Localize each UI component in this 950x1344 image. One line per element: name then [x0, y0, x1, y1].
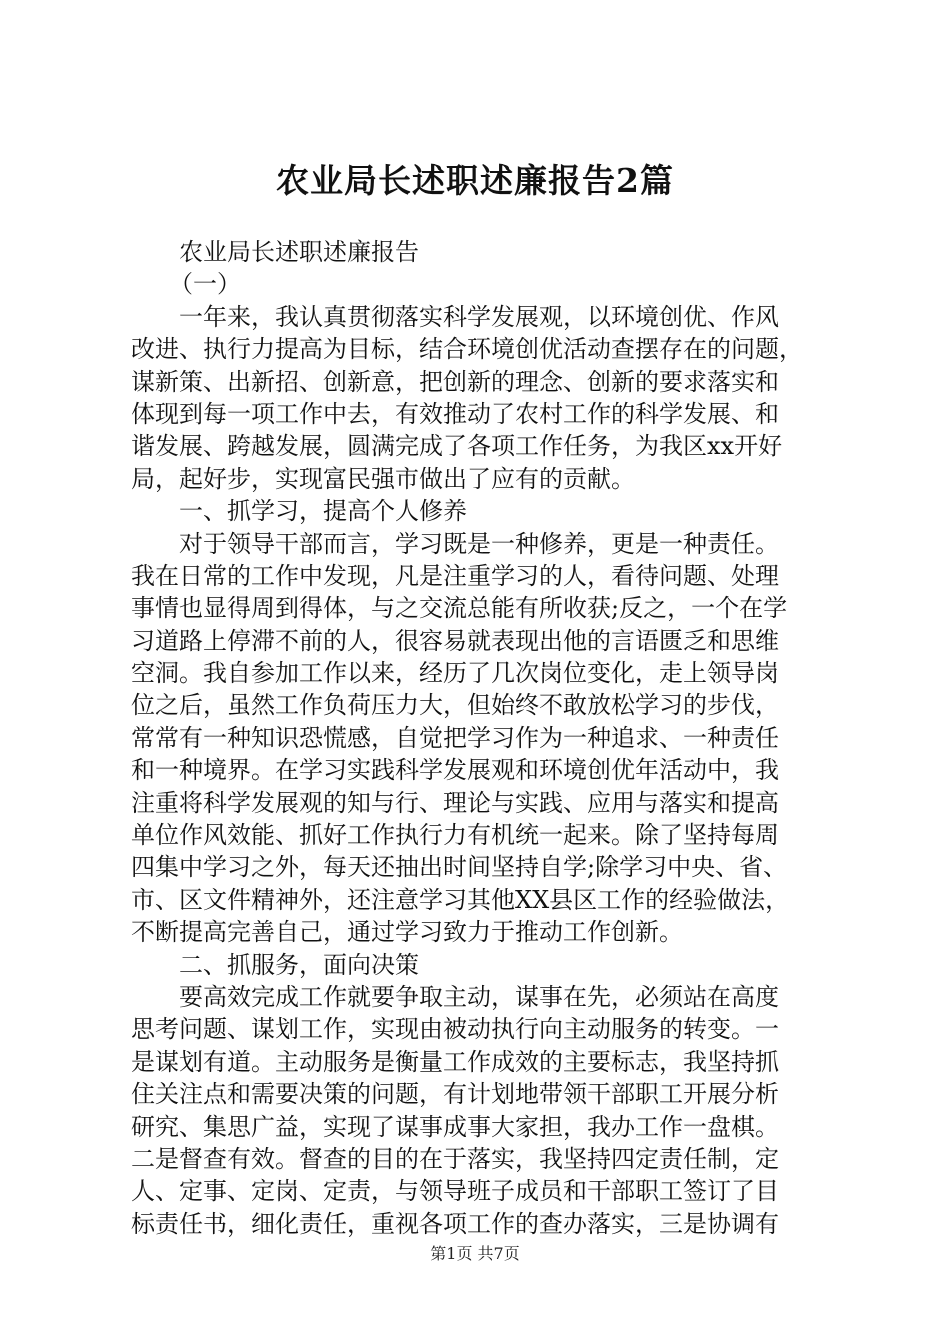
text-line: 标责任书，细化责任，重视各项工作的查办落实，三是协调有	[131, 1209, 779, 1238]
text-line: 我在日常的工作中发现，凡是注重学习的人，看待问题、处理	[131, 561, 779, 590]
document-title: 农业局长述职述廉报告2篇	[276, 161, 674, 200]
text-line: 要高效完成工作就要争取主动，谋事在先，必须站在高度	[179, 982, 779, 1011]
page-footer: 第1页 共7页	[430, 1244, 520, 1263]
text-line: 四集中学习之外，每天还抽出时间坚持自学;除学习中央、省、	[131, 853, 788, 882]
text-line: 局，起好步，实现富民强市做出了应有的贡献。	[131, 464, 635, 493]
text-line: 一年来，我认真贯彻落实科学发展观，以环境创优、作风	[179, 302, 779, 331]
section-heading: 一、抓学习，提高个人修养	[179, 497, 467, 526]
text-line: 研究、集思广益，实现了谋事成事大家担，我办工作一盘棋。	[131, 1112, 779, 1141]
text-line: 单位作风效能、抓好工作执行力有机统一起来。除了坚持每周	[131, 821, 779, 850]
text-line: 和一种境界。在学习实践科学发展观和环境创优年活动中，我	[131, 756, 779, 785]
text-line: 谋新策、出新招、创新意，把创新的理念、创新的要求落实和	[131, 367, 779, 396]
text-line: 住关注点和需要决策的问题，有计划地带领干部职工开展分析	[131, 1080, 779, 1109]
document-body	[131, 236, 831, 1240]
text-line: 二是督查有效。督查的目的在于落实，我坚持四定责任制，定	[131, 1144, 779, 1173]
section-number: （一）	[169, 270, 241, 299]
text-line: 市、区文件精神外，还注意学习其他XX县区工作的经验做法，	[131, 885, 790, 914]
text-line: 事情也显得周到得体，与之交流总能有所收获;反之，一个在学	[131, 594, 788, 623]
text-line: 改进、执行力提高为目标，结合环境创优活动查摆存在的问题，	[131, 335, 803, 364]
text-line: 体现到每一项工作中去，有效推动了农村工作的科学发展、和	[131, 399, 779, 428]
text-line: 是谋划有道。主动服务是衡量工作成效的主要标志，我坚持抓	[131, 1047, 779, 1076]
text-line: 注重将科学发展观的知与行、理论与实践、应用与落实和提高	[131, 788, 779, 817]
text-line: 人、定事、定岗、定责，与领导班子成员和干部职工签订了目	[131, 1177, 779, 1206]
text-line: 位之后，虽然工作负荷压力大，但始终不敢放松学习的步伐，	[131, 691, 779, 720]
text-line: 常常有一种知识恐慌感，自觉把学习作为一种追求、一种责任	[131, 723, 779, 752]
text-line: 对于领导干部而言，学习既是一种修养，更是一种责任。	[179, 529, 779, 558]
report-subtitle: 农业局长述职述廉报告	[179, 238, 419, 266]
text-line: 思考问题、谋划工作，实现由被动执行向主动服务的转变。一	[131, 1015, 779, 1044]
text-line: 不断提高完善自己，通过学习致力于推动工作创新。	[131, 918, 683, 947]
section-heading: 二、抓服务，面向决策	[179, 950, 419, 979]
text-line: 习道路上停滞不前的人，很容易就表现出他的言语匮乏和思维	[131, 626, 779, 655]
text-line: 谐发展、跨越发展，圆满完成了各项工作任务，为我区xx开好	[131, 432, 783, 461]
text-line: 空洞。我自参加工作以来，经历了几次岗位变化，走上领导岗	[131, 659, 779, 688]
